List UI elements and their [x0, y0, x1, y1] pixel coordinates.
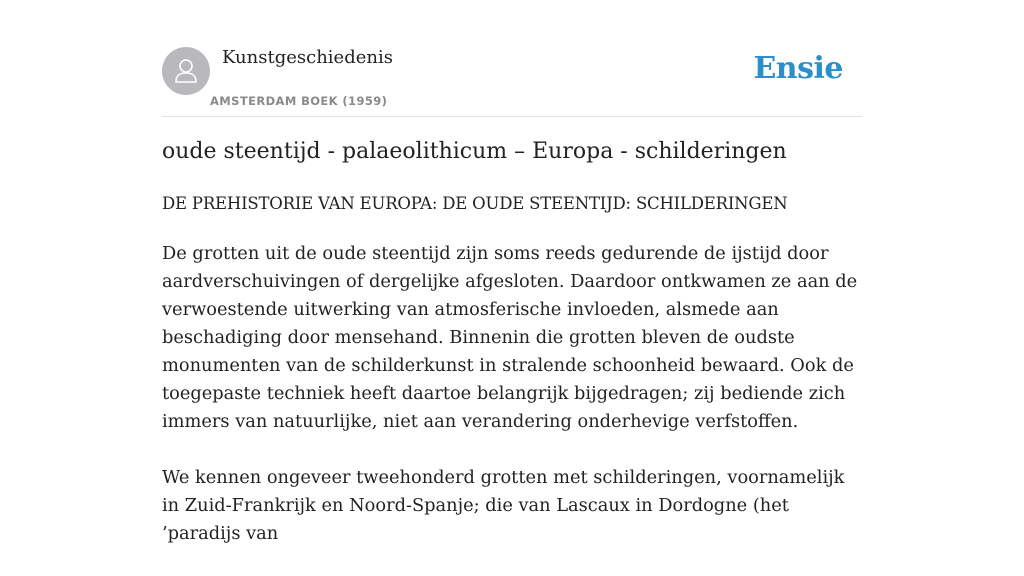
- article-header: [162, 0, 862, 117]
- paragraph: De grotten uit de oude steentijd zijn soms reeds gedurende de ijstijd door aardverschuivingen of dergelijke afgesloten. Daardoor ontkwamen ze aan de verwoestende uitwerking van atmosferische invloeden, alsmede aan beschadiging door mensehand. Binnenin die grotten bleven de oudste monumenten van de schilderkunst in stralende schoonheid bewaard. Ook de toegepaste techniek heeft daartoe belangrijk bijgedragen; zij bediende zich immers van natuurlijke, niet aan verandering onderhevige verfstoffen.: [162, 243, 858, 432]
- author-name-link[interactable]: Kunstgeschiedenis: [222, 47, 393, 68]
- article-title: oude steentijd - palaeolithicum – Europa - schilderingen: [162, 139, 787, 164]
- source-label: AMSTERDAM BOEK (1959): [210, 94, 388, 108]
- article-container: [162, 0, 862, 544]
- article-subtitle: DE PREHISTORIE VAN EUROPA: DE OUDE STEENTIJD: SCHILDERINGEN: [162, 194, 788, 213]
- author-avatar[interactable]: [162, 47, 210, 95]
- article-body: [162, 240, 862, 576]
- user-icon: [162, 47, 210, 95]
- paragraph: We kennen ongeveer tweehonderd grotten met schilderingen, voornamelijk in Zuid-Frankrijk en Noord-Spanje; die van Lascaux in Dordogne (het ’paradijs van: [162, 467, 845, 544]
- ensie-logo[interactable]: Ensie: [753, 51, 843, 86]
